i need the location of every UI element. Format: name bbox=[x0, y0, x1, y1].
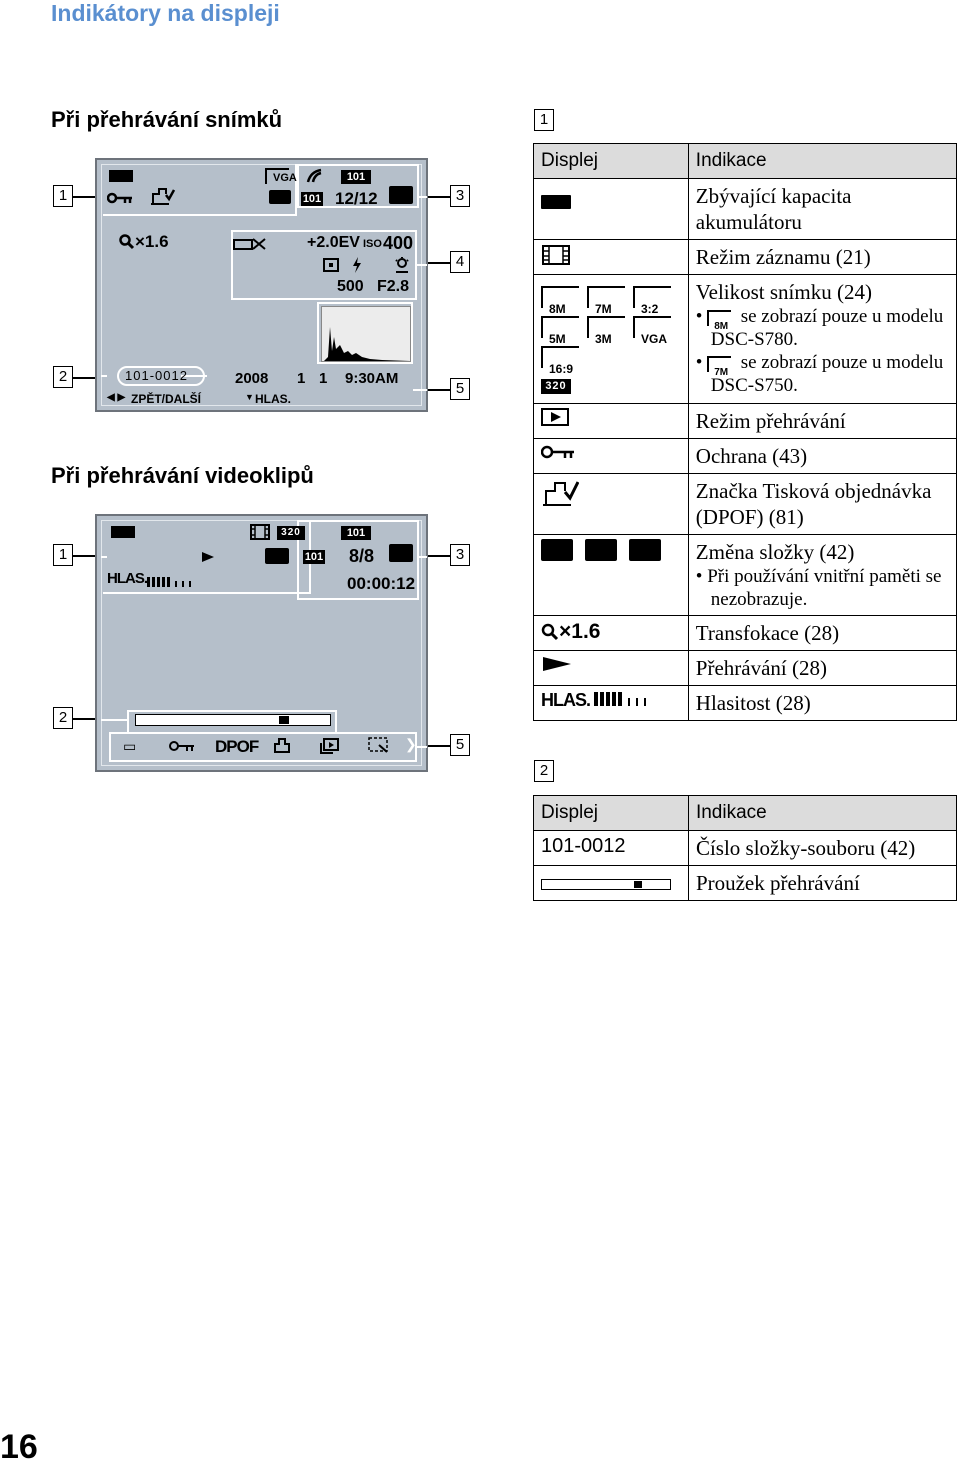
indication-battery: Zbývající kapacita akumulátoru bbox=[688, 179, 956, 240]
battery-icon bbox=[111, 526, 135, 538]
table1-badge: 1 bbox=[534, 109, 554, 131]
memory-icon bbox=[389, 544, 413, 562]
table1-header-row bbox=[534, 144, 957, 179]
playback-mode-icon bbox=[541, 408, 569, 426]
image-size-icons: 8M 7M 3:2 5M 3M VGA 16:9 320 bbox=[541, 279, 681, 399]
callout-4-still: 4 bbox=[450, 251, 470, 273]
indication-image-size: Velikost snímku (24) bbox=[695, 280, 872, 304]
protect-key-icon bbox=[107, 192, 133, 204]
table-row bbox=[534, 686, 957, 721]
playback-bar bbox=[135, 714, 331, 726]
section-title-still: Při přehrávání snímků bbox=[51, 107, 283, 132]
table-row bbox=[534, 866, 957, 901]
table1-col-indication: Indikace bbox=[688, 144, 956, 179]
indication-play: Přehrávání (28) bbox=[688, 651, 956, 686]
table-row bbox=[534, 275, 957, 404]
table-row: ×1.6 Transfokace (28) bbox=[534, 616, 957, 651]
folder-change-icon bbox=[269, 190, 291, 204]
recording-mode-icon bbox=[305, 168, 323, 184]
note-dsc-s750: • 7M se zobrazí pouze u modelu DSC-S750. bbox=[695, 352, 944, 396]
zoom-magnifier-icon bbox=[119, 234, 135, 250]
folder-number-icon: 101 bbox=[304, 551, 324, 563]
date-month: 1 bbox=[297, 370, 306, 387]
callout-5-movie: 5 bbox=[450, 734, 470, 756]
folder-number-icon: 101 bbox=[302, 193, 322, 205]
callout-3-movie: 3 bbox=[450, 544, 470, 566]
time: 9:30AM bbox=[345, 370, 399, 387]
playback-bar-icon bbox=[541, 879, 671, 890]
shutter-speed: 500 bbox=[337, 278, 364, 295]
exposure-value: +2.0EV bbox=[307, 234, 360, 251]
page-header: Indikátory na displeji bbox=[51, 0, 280, 26]
volume-level-bars bbox=[147, 574, 191, 592]
folder-next-icon bbox=[585, 539, 617, 561]
date-year: 2008 bbox=[235, 370, 269, 387]
note-dsc-s780: • 8M se zobrazí pouze u modelu DSC-S780. bbox=[695, 306, 944, 350]
callout-1-movie: 1 bbox=[53, 544, 73, 566]
indication-protect: Ochrana (43) bbox=[688, 439, 956, 474]
protect-key-icon bbox=[541, 444, 575, 460]
dpof-label: DPOF bbox=[215, 737, 259, 756]
indication-zoom: Transfokace (28) bbox=[688, 616, 956, 651]
volume-icon-label: HLAS. bbox=[541, 690, 590, 710]
table2-badge: 2 bbox=[534, 760, 554, 782]
metering-icon bbox=[323, 258, 339, 272]
iso-value: 400 bbox=[383, 233, 414, 253]
volume-label: HLAS. bbox=[107, 570, 147, 587]
iso-label: ISO bbox=[363, 238, 382, 250]
table-row bbox=[534, 439, 957, 474]
callout-2-still: 2 bbox=[53, 366, 73, 388]
white-balance-icon bbox=[393, 256, 411, 274]
playback-folder-icon: 101 bbox=[341, 170, 371, 184]
table-row bbox=[534, 179, 957, 240]
zoom-value: ×1.6 bbox=[135, 232, 169, 251]
note-folder: • Při používání vnitřní paměti se nezobrazuje. bbox=[695, 566, 942, 610]
table-row bbox=[534, 831, 957, 866]
table-row bbox=[534, 651, 957, 686]
print-icon bbox=[271, 736, 291, 754]
indication-dpof: Značka Tisková objednávka (DPOF) (81) bbox=[688, 474, 956, 535]
indication-playback-bar: Proužek přehrávání bbox=[688, 866, 956, 901]
file-number-display: 101-0012 bbox=[534, 831, 689, 866]
folder-icon: ▭ bbox=[123, 738, 137, 754]
table1-col-display: Displej bbox=[534, 144, 689, 179]
histogram bbox=[321, 306, 411, 362]
image-count: 12/12 bbox=[335, 189, 378, 208]
dpof-print-icon bbox=[541, 478, 579, 508]
table2-col-indication: Indikace bbox=[688, 796, 956, 831]
folder-change-icon bbox=[265, 548, 289, 564]
indication-volume: Hlasitost (28) bbox=[688, 686, 956, 721]
movie-count: 8/8 bbox=[349, 546, 375, 566]
volume-hint: HLAS. bbox=[255, 392, 291, 406]
still-lcd-screen: ×1.6 VGA 101 101 12/12 +2.0EV ISO 400 500 F2.8 101-0012 2008 1 1 9:30AM ◀ ▶ ZPĚT/DALŠÍ ▼ HLAS. bbox=[95, 158, 428, 412]
aperture-value: F2.8 bbox=[377, 278, 410, 295]
trimming-icon bbox=[367, 736, 391, 754]
slideshow-icon bbox=[319, 736, 341, 754]
callout-1-still: 1 bbox=[53, 185, 73, 207]
callout-5-still: 5 bbox=[450, 378, 470, 400]
memory-icon bbox=[389, 186, 413, 204]
table2 bbox=[533, 795, 957, 901]
steadyshot-icon bbox=[233, 236, 267, 252]
callout-2-movie: 2 bbox=[53, 707, 73, 729]
movie-film-icon bbox=[249, 524, 271, 540]
more-arrow-icon[interactable]: ❯ bbox=[405, 736, 417, 752]
indication-folder-change: Změna složky (42) bbox=[695, 540, 855, 564]
play-icon bbox=[201, 550, 215, 564]
movie-size-icon: 320 bbox=[277, 526, 305, 540]
movie-counter: 00:00:12 bbox=[347, 574, 416, 593]
playback-folder-icon: 101 bbox=[341, 526, 371, 540]
volume-bars-icon bbox=[594, 692, 646, 711]
nav-hint: ZPĚT/DALŠÍ bbox=[131, 392, 202, 406]
page-number: 16 bbox=[0, 1428, 38, 1466]
folder-both-icon bbox=[629, 539, 661, 561]
table-row bbox=[534, 535, 957, 616]
table-row bbox=[534, 474, 957, 535]
recording-mode-film-icon bbox=[541, 244, 571, 266]
flash-icon bbox=[351, 256, 363, 274]
folder-prev-icon bbox=[541, 539, 573, 561]
table2-header-row bbox=[534, 796, 957, 831]
section-title-movie: Při přehrávání videoklipů bbox=[51, 463, 314, 488]
file-number: 101-0012 bbox=[125, 368, 188, 383]
zoom-magnifier-icon bbox=[541, 623, 559, 641]
battery-icon bbox=[109, 170, 133, 182]
date-day: 1 bbox=[319, 370, 328, 387]
callout-3-still: 3 bbox=[450, 185, 470, 207]
dpof-print-icon bbox=[149, 186, 175, 206]
indication-file-number: Číslo složky-souboru (42) bbox=[688, 831, 956, 866]
movie-lcd-screen bbox=[95, 514, 428, 772]
indication-rec-mode: Režim záznamu (21) bbox=[688, 240, 956, 275]
indication-playback-mode: Režim přehrávání bbox=[688, 404, 956, 439]
table1 bbox=[533, 143, 957, 721]
table-row bbox=[534, 240, 957, 275]
table-row bbox=[534, 404, 957, 439]
protect-key-icon bbox=[169, 740, 195, 752]
table2-col-display: Displej bbox=[534, 796, 689, 831]
down-arrow-icon: ▼ bbox=[245, 392, 254, 402]
nav-arrows-icon: ◀ ▶ bbox=[107, 392, 126, 403]
battery-icon bbox=[541, 195, 571, 209]
play-icon bbox=[541, 655, 573, 673]
